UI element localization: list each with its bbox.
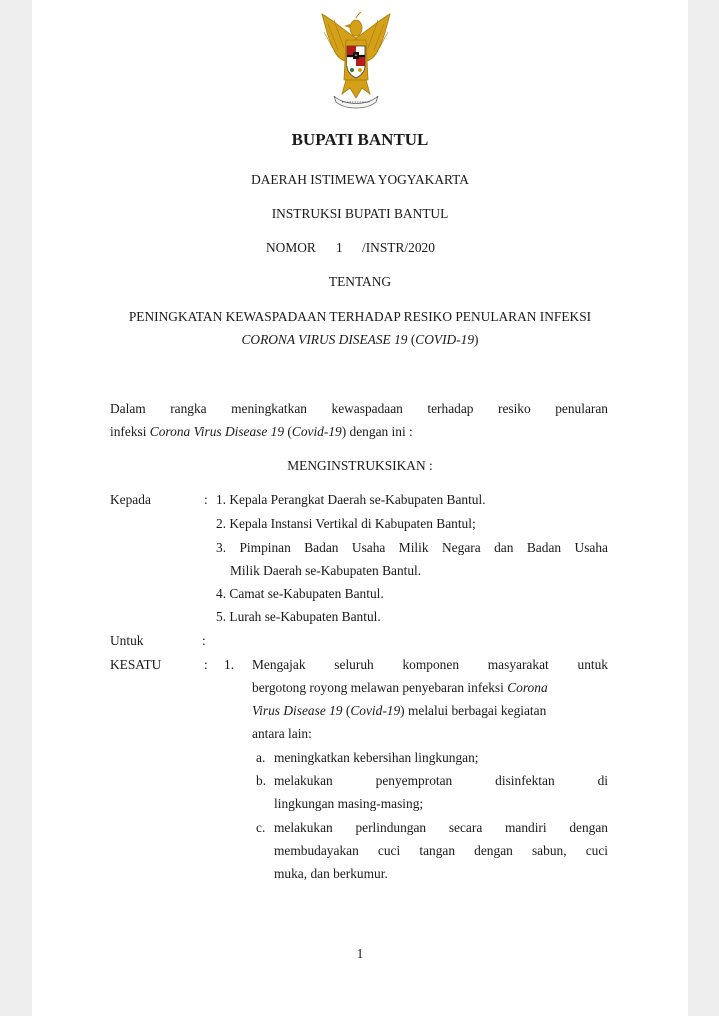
subject-line-1: PENINGKATAN KEWASPADAAN TERHADAP RESIKO PENULARAN INFEKSI bbox=[128, 309, 592, 324]
untuk-colon: : bbox=[202, 633, 206, 648]
kesatu-line-3: Virus Disease 19 (Covid-19) melalui berbagai kegiatan bbox=[252, 703, 547, 718]
kepada-item-4: 4. Camat se-Kabupaten Bantul. bbox=[216, 586, 384, 601]
document-page bbox=[32, 0, 688, 1016]
sub-item-c-line-2: membudayakan cuci tangan dengan sabun, cuci bbox=[274, 843, 608, 858]
kesatu-number: 1. bbox=[224, 657, 235, 672]
kepada-item-3: 3. Pimpinan Badan Usaha Milik Negara dan Badan Usaha bbox=[216, 540, 608, 555]
document-type: INSTRUKSI BUPATI BANTUL bbox=[271, 206, 449, 221]
sub-item-b-line-1: melakukan penyemprotan disinfektan di bbox=[274, 773, 608, 788]
number-value: 1 bbox=[336, 240, 343, 255]
instruct-heading: MENGINSTRUKSIKAN : bbox=[287, 458, 433, 473]
sub-item-c-line-3: muka, dan berkumur. bbox=[274, 866, 388, 881]
number-suffix: /INSTR/2020 bbox=[362, 240, 435, 255]
region-name: DAERAH ISTIMEWA YOGYAKARTA bbox=[251, 172, 469, 187]
intro-line-2: infeksi Corona Virus Disease 19 (Covid-19) dengan ini : bbox=[110, 424, 413, 439]
kepada-item-2: 2. Kepala Instansi Vertikal di Kabupaten Bantul; bbox=[216, 516, 476, 531]
sub-item-c-letter: c. bbox=[256, 820, 266, 835]
kepada-colon: : bbox=[204, 492, 208, 507]
kepada-item-3-cont: Milik Daerah se-Kabupaten Bantul. bbox=[230, 563, 422, 578]
subject-line-2: CORONA VIRUS DISEASE 19 (COVID-19) bbox=[241, 332, 479, 347]
page-number: 1 bbox=[356, 946, 364, 961]
number-label: NOMOR bbox=[266, 240, 316, 255]
garuda-emblem-icon bbox=[316, 10, 396, 110]
kepada-label: Kepada bbox=[110, 492, 151, 507]
kesatu-line-1: Mengajak seluruh komponen masyarakat untuk bbox=[252, 657, 608, 672]
kepada-item-5: 5. Lurah se-Kabupaten Bantul. bbox=[216, 609, 381, 624]
sub-item-b-letter: b. bbox=[256, 773, 267, 788]
intro-line-1: Dalam rangka meningkatkan kewaspadaan terhadap resiko penularan bbox=[110, 401, 608, 416]
kesatu-line-4: antara lain: bbox=[252, 726, 312, 741]
kesatu-colon: : bbox=[204, 657, 208, 672]
kesatu-label: KESATU bbox=[110, 657, 162, 672]
kesatu-line-2: bergotong royong melawan penyebaran infeksi Corona bbox=[252, 680, 548, 695]
kepada-item-1: 1. Kepala Perangkat Daerah se-Kabupaten Bantul. bbox=[216, 492, 486, 507]
untuk-label: Untuk bbox=[110, 633, 144, 648]
about-label: TENTANG bbox=[328, 274, 392, 289]
sub-item-a-letter: a. bbox=[256, 750, 266, 765]
document-heading: BUPATI BANTUL bbox=[291, 130, 429, 149]
sub-item-b-line-2: lingkungan masing-masing; bbox=[274, 796, 424, 811]
sub-item-c-line-1: melakukan perlindungan secara mandiri dengan bbox=[274, 820, 608, 835]
sub-item-a-line-1: meningkatkan kebersihan lingkungan; bbox=[274, 750, 479, 765]
